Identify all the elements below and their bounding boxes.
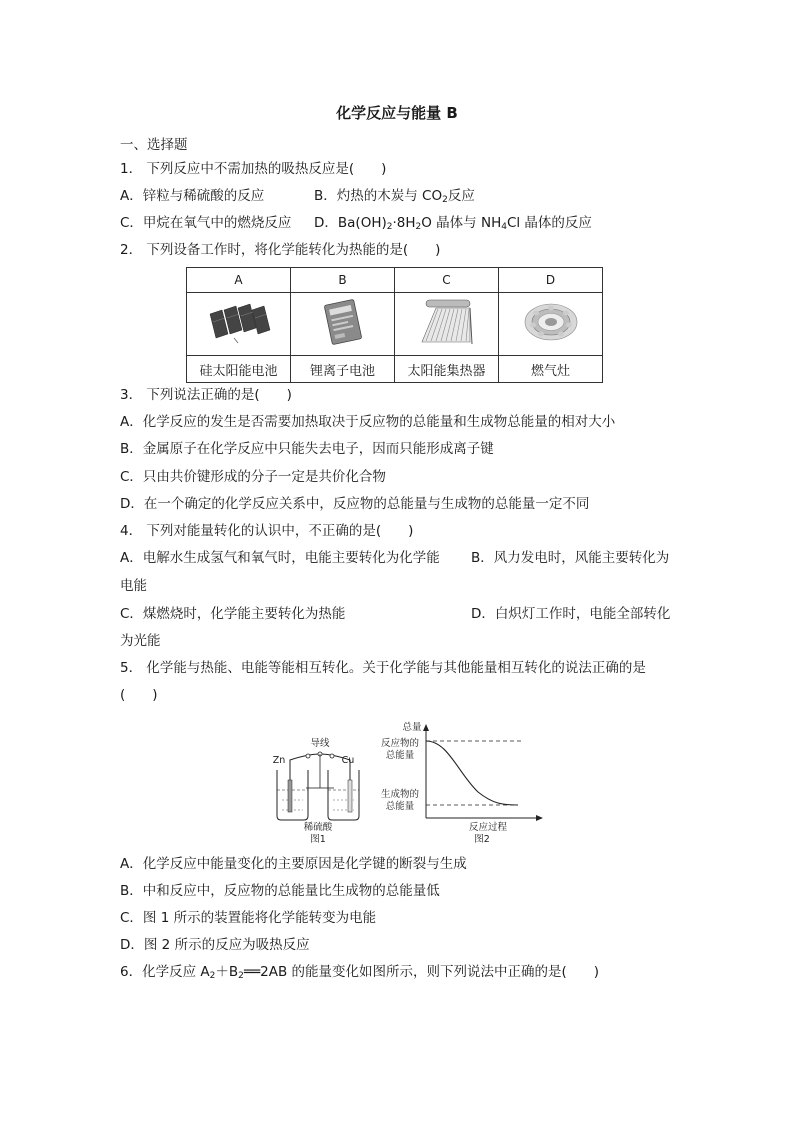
gas-stove-image — [499, 293, 603, 356]
q4-option-c: C．煤燃烧时，化学能主要转化为热能 — [120, 606, 346, 622]
q1-option-c: C．甲烷在氧气中的燃烧反应 — [120, 215, 292, 231]
q5-stem: 5． 化学能与热能、电能等能相互转化。关于化学能与其他能量相互转化的说法正确的是 — [120, 660, 646, 676]
q2-header-a: A — [187, 268, 291, 293]
q3-option-b: B．金属原子在化学反应中只能失去电子，因而只能形成离子键 — [120, 441, 494, 457]
q6-stem: 6．化学反应 $A_2+B_2══2AB$ 的能量变化如图所示，则下列说法中正确的是( ) — [120, 964, 600, 981]
fig2-caption: 图2 — [474, 834, 490, 845]
q1-option-d: D．$Ba(OH)_2\cdot 8H_2O$ 晶体与 $NH_4Cl$ 晶体的反应 — [314, 215, 592, 232]
q4-option-a: A．电解水生成氢气和氧气时，电能主要转化为化学能 — [120, 550, 440, 566]
q4-option-b-part2: 电能 — [120, 578, 147, 594]
q2-stem: 2． 下列设备工作时，将化学能转化为热能的是( ) — [120, 242, 441, 258]
q2-header-c: C — [395, 268, 499, 293]
section-heading: 一、选择题 — [120, 137, 188, 153]
q1-option-b: B．灼热的木炭与 $CO_2$反应 — [314, 188, 475, 205]
q2-label-b: 锂离子电池 — [291, 356, 395, 383]
fig1-wire-label: 导线 — [310, 738, 330, 749]
page-title: 化学反应与能量 B — [336, 104, 458, 122]
fig2-reactant-label-line2: 总能量 — [385, 750, 415, 761]
fig2-energy-curve — [426, 741, 518, 805]
q5-option-c: C．图 1 所示的装置能将化学能转变为电能 — [120, 910, 377, 926]
solar-collector-image — [395, 293, 499, 356]
q2-header-d: D — [499, 268, 603, 293]
fig2-product-label-line2: 总能量 — [385, 801, 415, 812]
q3-option-a: A．化学反应的发生是否需要加热取决于反应物的总能量和生成物总能量的相对大小 — [120, 414, 616, 430]
q5-option-d: D．图 2 所示的反应为吸热反应 — [120, 937, 310, 953]
q3-option-d: D．在一个确定的化学反应关系中，反应物的总能量与生成物的总能量一定不同 — [120, 496, 590, 512]
fig1-acid-label: 稀硫酸 — [303, 822, 333, 833]
q5-stem-bracket: ( ) — [120, 687, 158, 703]
q1-option-a: A．锌粒与稀硫酸的反应 — [120, 188, 265, 204]
q3-option-c: C．只由共价键形成的分子一定是共价化合物 — [120, 469, 386, 485]
q5-option-b: B．中和反应中，反应物的总能量比生成物的总能量低 — [120, 883, 440, 899]
q4-option-b-part1: B．风力发电时，风能主要转化为 — [471, 550, 670, 566]
q2-header-b: B — [291, 268, 395, 293]
solar-panel-image — [187, 293, 291, 356]
q4-stem: 4． 下列对能量转化的认识中，不正确的是( ) — [120, 523, 414, 539]
fig2-reactant-label-line1: 反应物的 — [380, 738, 420, 749]
figure-2-energy-diagram — [378, 718, 548, 846]
figure-1-galvanic-cell — [270, 730, 370, 846]
q2-label-a: 硅太阳能电池 — [187, 356, 291, 383]
fig2-product-label-line1: 生成物的 — [380, 789, 420, 800]
q2-device-table — [186, 267, 603, 383]
fig1-cu-label: Cu — [341, 755, 355, 766]
q2-label-d: 燃气灶 — [499, 356, 603, 383]
fig2-y-axis-label: 总量 — [402, 722, 422, 733]
q4-option-d-part2: 为光能 — [120, 633, 161, 649]
lithium-battery-image — [291, 293, 395, 356]
fig1-caption: 图1 — [310, 834, 326, 845]
q5-option-a: A．化学反应中能量变化的主要原因是化学键的断裂与生成 — [120, 856, 467, 872]
q2-label-c: 太阳能集热器 — [395, 356, 499, 383]
q3-stem: 3． 下列说法正确的是( ) — [120, 387, 292, 403]
q1-stem: 1． 下列反应中不需加热的吸热反应是( ) — [120, 161, 387, 177]
fig2-x-axis-label: 反应过程 — [468, 822, 508, 833]
q4-option-d-part1: D．白炽灯工作时，电能全部转化 — [471, 606, 671, 622]
fig1-zn-label: Zn — [272, 755, 286, 766]
